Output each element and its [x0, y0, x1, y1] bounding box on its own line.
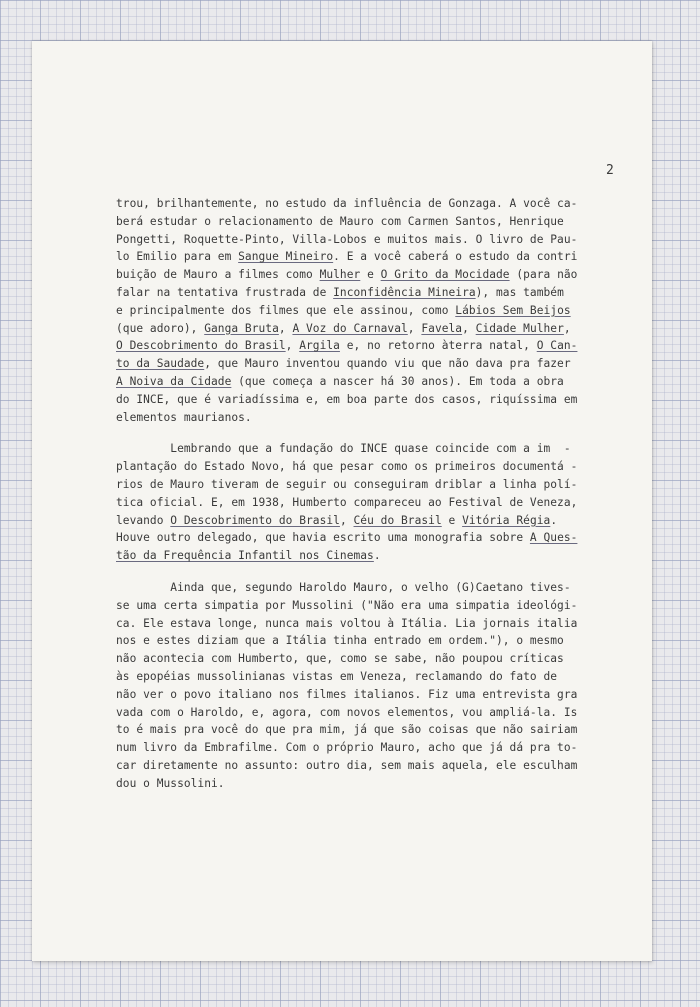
text-run: (que começa a nascer há 30 anos). Em toda a obra	[231, 374, 564, 388]
text-line	[116, 668, 621, 686]
text-line	[116, 320, 621, 338]
underlined-film-title: tão da Frequência Infantil nos Cinemas	[116, 549, 374, 563]
text-line	[116, 650, 621, 668]
text-run: ,	[339, 513, 354, 527]
text-run: nos e estes diziam que a Itália tinha entrado em ordem."), o mesmo	[116, 634, 564, 648]
text-run: trou, brilhantemente, no estudo da influência de Gonzaga. A você ca-	[116, 197, 578, 210]
text-line	[116, 579, 621, 597]
text-run: rios de Mauro tiveram de seguir ou conseguiram driblar a linha polí-	[116, 477, 578, 491]
text-run: Lembrando que a fundação do INCE quase coincide com a im -	[116, 442, 571, 456]
text-line	[116, 529, 621, 547]
text-run: ,	[278, 321, 293, 335]
text-run: plantação do Estado Novo, há que pesar como os primeiros documentá -	[116, 460, 578, 474]
text-line	[116, 458, 621, 476]
underlined-film-title: Mulher	[319, 268, 361, 282]
underlined-film-title: Lábios Sem Beijos	[455, 303, 571, 317]
text-run: não ver o povo italiano nos filmes italianos. Fiz uma entrevista gra	[116, 687, 578, 701]
text-run: se uma certa simpatia por Mussolini ("Não era uma simpatia ideológi-	[116, 598, 578, 612]
text-run: e principalmente dos filmes que ele assinou, como	[116, 303, 456, 317]
underlined-film-title: O Descobrimento do Brasil	[170, 513, 340, 527]
text-run: (para não	[509, 268, 578, 282]
text-line	[116, 284, 621, 302]
underlined-film-title: Inconfidência Mineira	[333, 285, 476, 299]
text-run: do INCE, que é variadíssima e, em boa parte dos casos, riquíssima em	[116, 392, 578, 406]
text-run: tica oficial. E, em 1938, Humberto compareceu ao Festival de Veneza,	[116, 495, 578, 509]
text-line	[116, 195, 621, 213]
text-line	[116, 355, 621, 373]
text-line	[116, 757, 621, 775]
text-run: ca. Ele estava longe, nunca mais voltou à Itália. Lia jornais italia	[116, 616, 578, 630]
text-run: . E a você caberá o estudo da contri	[333, 250, 578, 264]
text-line	[116, 248, 621, 266]
text-run: e	[360, 268, 381, 282]
text-run: e	[441, 513, 463, 527]
text-run: num livro da Embrafilme. Com o próprio Mauro, acho que já dá pra to-	[116, 741, 578, 755]
text-line	[116, 721, 621, 739]
text-run: Houve outro delegado, que havia escrito uma monografia sobre	[116, 531, 530, 545]
underlined-film-title: A Voz do Carnaval	[292, 321, 408, 335]
text-run: falar na tentativa frustrada de	[116, 285, 334, 299]
text-run: ,	[407, 321, 422, 335]
letter-body	[116, 195, 621, 793]
text-run: não acontecia com Humberto, que, como se sabe, não poupou críticas	[116, 652, 564, 666]
underlined-film-title: to da Saudade	[116, 357, 205, 371]
text-run: (que adoro),	[116, 321, 205, 335]
underlined-film-title: A Ques-	[529, 531, 578, 545]
text-line	[116, 213, 621, 231]
text-run: .	[550, 513, 558, 527]
text-line	[116, 231, 621, 249]
text-run: levando	[116, 513, 171, 527]
underlined-film-title: Sangue Mineiro	[238, 250, 334, 264]
underlined-film-title: Argila	[299, 339, 340, 353]
underlined-film-title: Cidade Mulher	[475, 321, 564, 335]
text-run: dou o Mussolini.	[116, 776, 225, 790]
text-run: elementos maurianos.	[116, 410, 252, 424]
underlined-film-title: A Noiva da Cidade	[116, 374, 232, 388]
text-line	[116, 337, 621, 355]
underlined-film-title: O Descobrimento do Brasil	[116, 339, 286, 353]
underlined-film-title: Ganga Bruta	[204, 321, 279, 335]
text-line	[116, 775, 621, 793]
text-run: ,	[563, 321, 571, 335]
text-line	[116, 597, 621, 615]
text-run: Ainda que, segundo Haroldo Mauro, o velho (G)Caetano tives-	[116, 580, 571, 594]
text-run: ,	[462, 321, 476, 335]
text-run: Pongetti, Roquette-Pinto, Villa-Lobos e muitos mais. O livro de Pau-	[116, 232, 578, 246]
underlined-film-title: Vitória Régia	[462, 513, 551, 527]
text-line	[116, 632, 621, 650]
text-line	[116, 373, 621, 391]
text-line	[116, 547, 621, 565]
underlined-film-title: Céu do Brasil	[353, 513, 442, 527]
text-line	[116, 704, 621, 722]
text-run: às epopéias mussolinianas vistas em Veneza, reclamando do fato de	[116, 669, 558, 683]
text-run: to é mais pra você do que pra mim, já que são coisas que não sairiam	[116, 723, 578, 737]
underlined-film-title: O Grito da Mocidade	[380, 268, 510, 282]
text-run: ), mas também	[475, 285, 564, 299]
text-line	[116, 739, 621, 757]
underlined-film-title: O Can-	[536, 339, 578, 353]
text-line	[116, 440, 621, 458]
paragraph-gap	[116, 565, 621, 579]
text-run: berá estudar o relacionamento de Mauro com Carmen Santos, Henrique	[116, 214, 564, 228]
text-line	[116, 391, 621, 409]
underlined-film-title: Favela	[421, 321, 463, 335]
text-run: car diretamente no assunto: outro dia, sem mais aquela, ele esculham	[116, 758, 578, 772]
text-run: , que Mauro inventou quando viu que não dava pra fazer	[204, 357, 571, 371]
text-line	[116, 615, 621, 633]
text-line	[116, 494, 621, 512]
page-number: 2	[606, 163, 614, 178]
text-run: ,	[285, 339, 300, 353]
text-run: e, no retorno àterra natal,	[339, 339, 537, 353]
text-line	[116, 686, 621, 704]
text-line	[116, 476, 621, 494]
text-line	[116, 512, 621, 530]
text-run: vada com o Haroldo, e, agora, com novos elementos, vou ampliá-la. Is	[116, 705, 578, 719]
text-run: lo Emilio para em	[116, 250, 239, 264]
text-run: .	[373, 549, 381, 563]
text-line	[116, 302, 621, 320]
paragraph-gap	[116, 426, 621, 440]
text-run: buição de Mauro a filmes como	[116, 268, 320, 282]
text-line	[116, 266, 621, 284]
text-line	[116, 409, 621, 427]
